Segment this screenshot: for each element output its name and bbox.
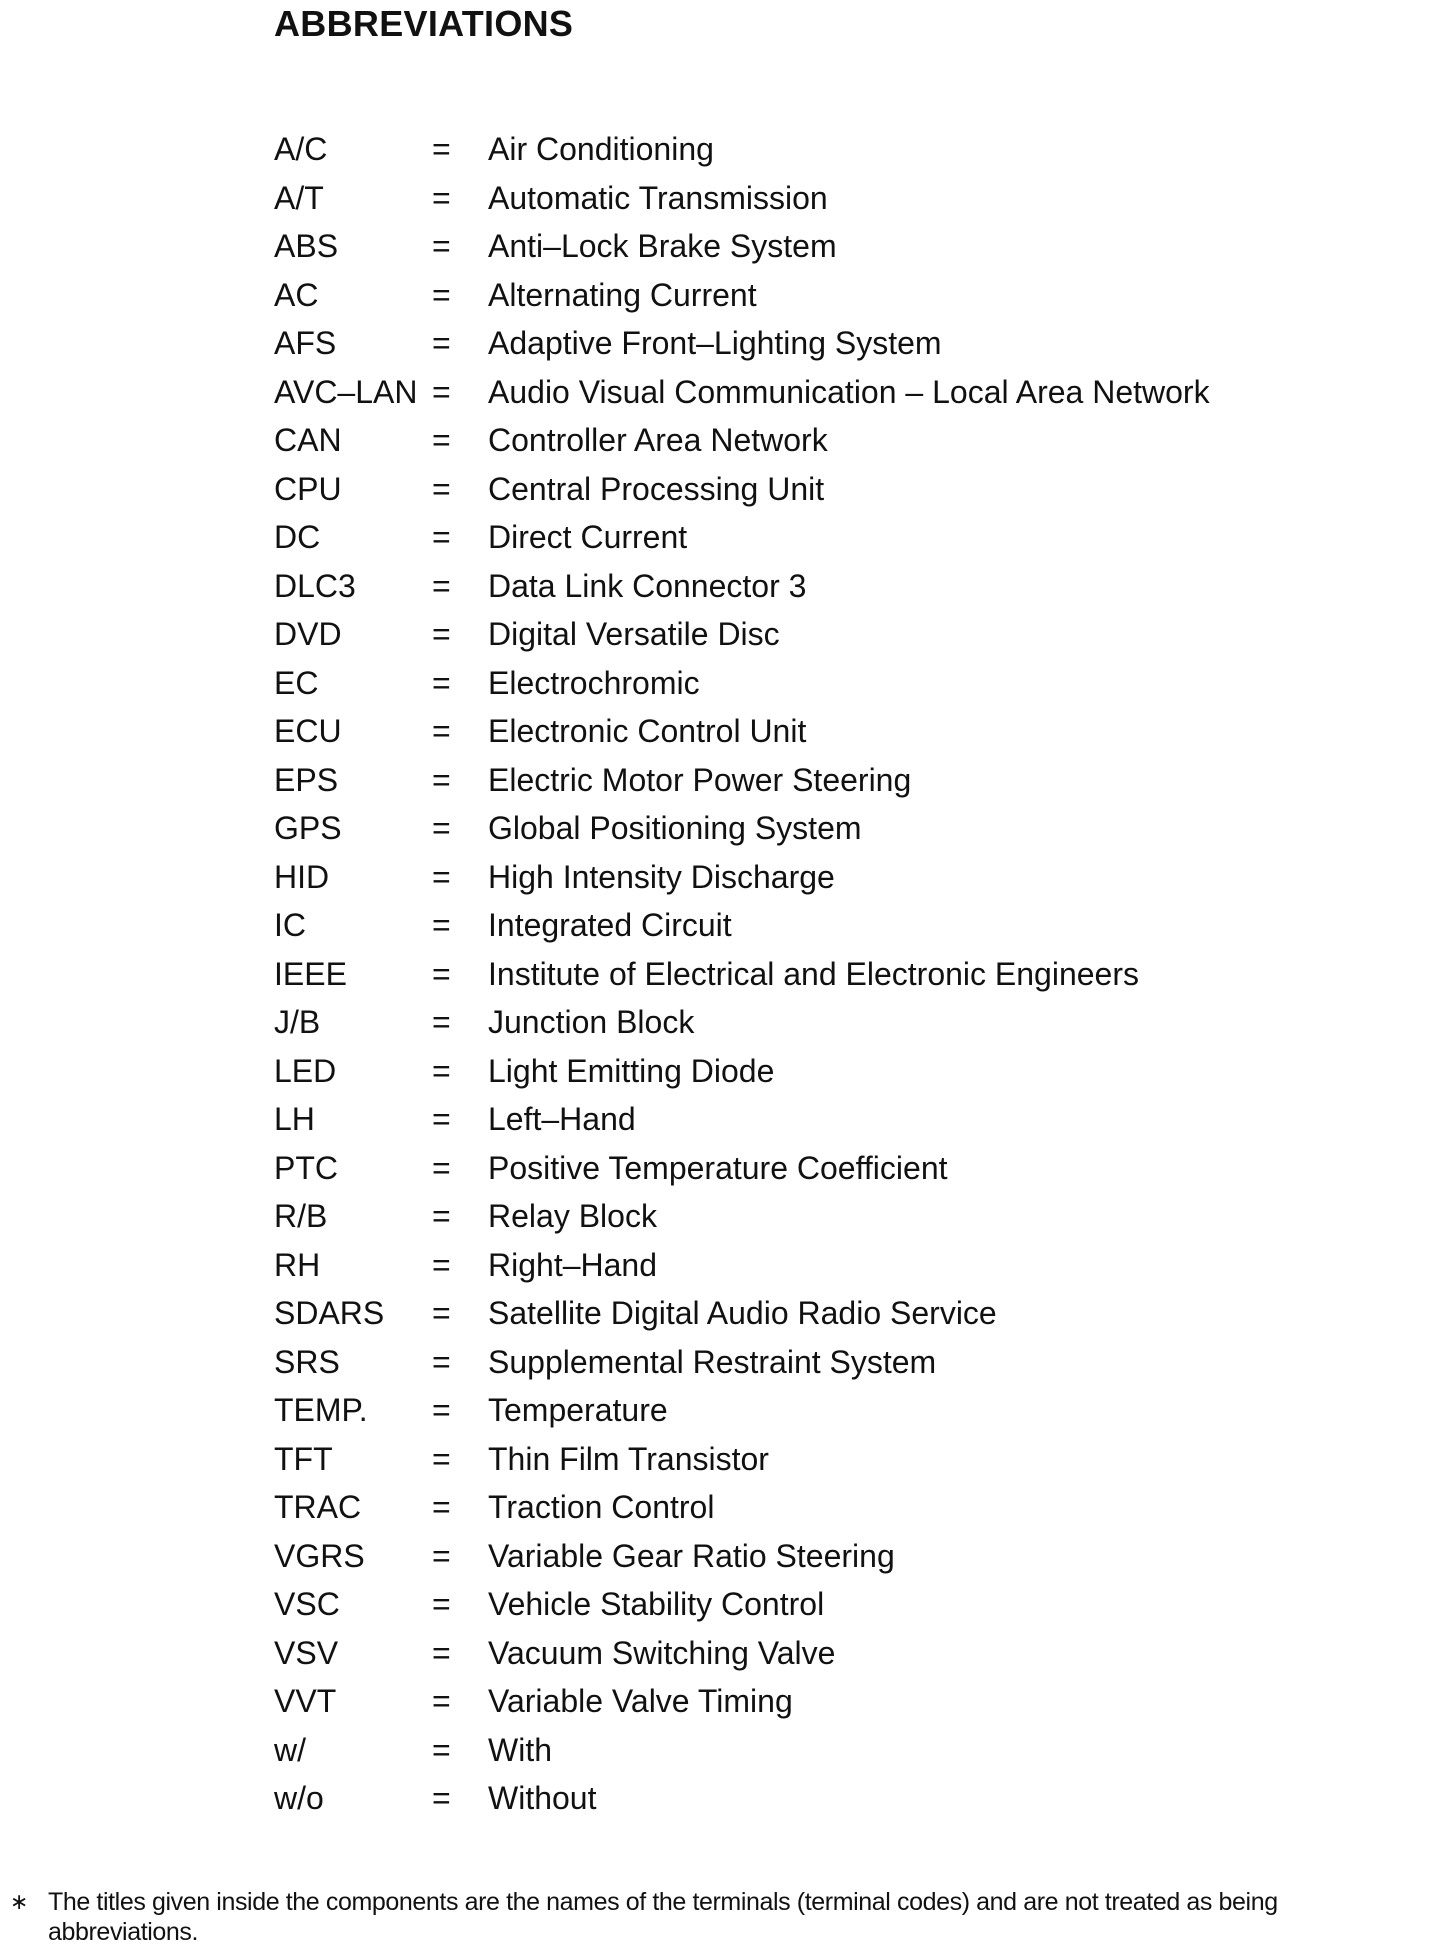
equals-sign: = xyxy=(432,470,451,507)
abbreviation-row xyxy=(274,804,1210,853)
abbreviation-term: IEEE xyxy=(274,955,347,992)
abbreviation-row xyxy=(274,1386,1210,1435)
abbreviation-definition: Left–Hand xyxy=(488,1101,636,1137)
abbreviation-row xyxy=(274,562,1210,611)
abbreviation-term: TRAC xyxy=(274,1489,362,1525)
abbreviation-row xyxy=(274,707,1210,756)
abbreviation-term: EPS xyxy=(274,761,339,798)
abbreviation-term: DLC3 xyxy=(274,567,356,604)
abbreviation-row xyxy=(274,1241,1210,1290)
abbreviation-definition: Traction Control xyxy=(488,1489,715,1525)
abbreviation-row xyxy=(274,1774,1210,1823)
abbreviation-row xyxy=(274,513,1210,562)
abbreviation-row xyxy=(274,222,1210,271)
abbreviation-definition: Relay Block xyxy=(488,1198,657,1234)
abbreviation-term: A/T xyxy=(274,179,324,216)
abbreviation-row xyxy=(274,901,1210,950)
abbreviation-row xyxy=(274,125,1210,174)
abbreviation-term: TEMP. xyxy=(274,1392,368,1428)
abbreviation-term: CPU xyxy=(274,470,342,507)
abbreviation-row xyxy=(274,1289,1210,1338)
abbreviation-definition: Controller Area Network xyxy=(488,422,828,458)
abbreviation-row xyxy=(274,1047,1210,1096)
abbreviation-term: DC xyxy=(274,519,321,555)
equals-sign: = xyxy=(432,1780,451,1816)
abbreviation-definition: Satellite Digital Audio Radio Service xyxy=(488,1295,997,1331)
abbreviation-row xyxy=(274,465,1210,514)
abbreviation-term: HID xyxy=(274,858,330,895)
abbreviation-definition: Anti–Lock Brake System xyxy=(488,228,837,264)
equals-sign: = xyxy=(432,713,451,749)
abbreviation-definition: Automatic Transmission xyxy=(488,179,828,216)
equals-sign: = xyxy=(432,228,451,264)
abbreviation-term: VSV xyxy=(274,1634,339,1671)
abbreviation-row xyxy=(274,950,1210,999)
abbreviation-row xyxy=(274,756,1210,805)
equals-sign: = xyxy=(432,325,451,361)
equals-sign: = xyxy=(432,567,451,604)
abbreviation-term: VSC xyxy=(274,1586,340,1622)
abbreviation-row xyxy=(274,853,1210,902)
abbreviation-row xyxy=(274,416,1210,465)
abbreviation-term: VGRS xyxy=(274,1537,365,1574)
abbreviation-term: SDARS xyxy=(274,1295,385,1331)
equals-sign: = xyxy=(432,1343,451,1380)
abbreviation-definition: With xyxy=(488,1731,552,1768)
abbreviation-term: AC xyxy=(274,276,319,313)
abbreviation-term: GPS xyxy=(274,810,342,846)
abbreviation-term: R/B xyxy=(274,1198,328,1234)
equals-sign: = xyxy=(432,179,451,216)
abbreviation-term: RH xyxy=(274,1246,321,1283)
abbreviation-row xyxy=(274,998,1210,1047)
abbreviation-term: w/o xyxy=(274,1780,324,1816)
equals-sign: = xyxy=(432,1731,451,1768)
footnote xyxy=(8,1887,1428,1947)
abbreviation-term: LED xyxy=(274,1052,337,1089)
abbreviation-term: IC xyxy=(274,907,306,943)
abbreviation-row xyxy=(274,1677,1210,1726)
abbreviation-term: PTC xyxy=(274,1149,338,1186)
abbreviation-term: LH xyxy=(274,1101,315,1137)
equals-sign: = xyxy=(432,373,451,410)
abbreviation-row xyxy=(274,1435,1210,1484)
abbreviation-definition: Central Processing Unit xyxy=(488,470,825,507)
equals-sign: = xyxy=(432,1586,451,1622)
abbreviation-row xyxy=(274,271,1210,320)
abbreviation-row xyxy=(274,319,1210,368)
abbreviation-definition: Institute of Electrical and Electronic Engineers xyxy=(488,955,1139,992)
abbreviation-row xyxy=(274,1338,1210,1387)
equals-sign: = xyxy=(432,519,451,555)
abbreviation-definition: Junction Block xyxy=(488,1004,695,1040)
equals-sign: = xyxy=(432,1295,451,1331)
equals-sign: = xyxy=(432,1246,451,1283)
abbreviation-row xyxy=(274,659,1210,708)
equals-sign: = xyxy=(432,276,451,313)
abbreviation-definition: Integrated Circuit xyxy=(488,907,732,943)
abbreviation-definition: Thin Film Transistor xyxy=(488,1440,769,1477)
abbreviation-term: w/ xyxy=(274,1731,306,1768)
abbreviation-definition: Audio Visual Communication – Local Area Network xyxy=(488,373,1210,410)
abbreviation-term: CAN xyxy=(274,422,342,458)
abbreviation-term: EC xyxy=(274,664,319,701)
abbreviation-definition: Positive Temperature Coefficient xyxy=(488,1149,948,1186)
abbreviation-definition: Right–Hand xyxy=(488,1246,657,1283)
abbreviation-definition: Air Conditioning xyxy=(488,131,714,167)
abbreviation-term: TFT xyxy=(274,1440,333,1477)
abbreviation-definition: Adaptive Front–Lighting System xyxy=(488,325,942,361)
abbreviation-row xyxy=(274,1095,1210,1144)
abbreviation-term: SRS xyxy=(274,1343,340,1380)
abbreviation-definition: Digital Versatile Disc xyxy=(488,616,780,652)
equals-sign: = xyxy=(432,1392,451,1428)
equals-sign: = xyxy=(432,664,451,701)
abbreviation-definition: Vacuum Switching Valve xyxy=(488,1634,836,1671)
abbreviation-definition: Electrochromic xyxy=(488,664,700,701)
equals-sign: = xyxy=(432,422,451,458)
abbreviation-definition: Data Link Connector 3 xyxy=(488,567,807,604)
abbreviation-definition: Variable Valve Timing xyxy=(488,1683,793,1719)
abbreviation-term: AVC–LAN xyxy=(274,373,418,410)
equals-sign: = xyxy=(432,131,451,167)
abbreviation-definition: Vehicle Stability Control xyxy=(488,1586,825,1622)
abbreviation-row xyxy=(274,1629,1210,1678)
equals-sign: = xyxy=(432,955,451,992)
abbreviation-term: A/C xyxy=(274,131,328,167)
abbreviation-definition: Direct Current xyxy=(488,519,688,555)
equals-sign: = xyxy=(432,1489,451,1525)
footnote-text: The titles given inside the components are the names of the terminals (terminal codes) and are not treated as being abbreviations. xyxy=(48,1888,1278,1946)
abbreviation-definition: Light Emitting Diode xyxy=(488,1052,775,1089)
equals-sign: = xyxy=(432,1149,451,1186)
abbreviation-definition: Global Positioning System xyxy=(488,810,862,846)
equals-sign: = xyxy=(432,1198,451,1234)
equals-sign: = xyxy=(432,1052,451,1089)
abbreviation-row xyxy=(274,610,1210,659)
equals-sign: = xyxy=(432,858,451,895)
abbreviation-row xyxy=(274,1192,1210,1241)
abbreviation-definition: Temperature xyxy=(488,1392,668,1428)
abbreviation-definition: Supplemental Restraint System xyxy=(488,1343,937,1380)
abbreviation-term: AFS xyxy=(274,325,337,361)
abbreviation-definition: High Intensity Discharge xyxy=(488,858,835,895)
abbreviation-row xyxy=(274,1580,1210,1629)
equals-sign: = xyxy=(432,1440,451,1477)
abbreviation-term: DVD xyxy=(274,616,342,652)
abbreviation-term: VVT xyxy=(274,1683,337,1719)
equals-sign: = xyxy=(432,1004,451,1040)
abbreviation-term: J/B xyxy=(274,1004,321,1040)
equals-sign: = xyxy=(432,1634,451,1671)
abbreviation-definition: Electronic Control Unit xyxy=(488,713,807,749)
equals-sign: = xyxy=(432,1683,451,1719)
abbreviation-definition: Alternating Current xyxy=(488,276,757,313)
equals-sign: = xyxy=(432,1537,451,1574)
equals-sign: = xyxy=(432,761,451,798)
abbreviation-definition: Electric Motor Power Steering xyxy=(488,761,912,798)
abbreviation-row xyxy=(274,174,1210,223)
abbreviation-term: ABS xyxy=(274,228,339,264)
equals-sign: = xyxy=(432,810,451,846)
abbreviation-definition: Without xyxy=(488,1780,597,1816)
page-title: ABBREVIATIONS xyxy=(274,3,574,44)
abbreviation-definition: Variable Gear Ratio Steering xyxy=(488,1537,895,1574)
abbreviation-row xyxy=(274,1532,1210,1581)
abbreviation-row xyxy=(274,1726,1210,1775)
equals-sign: = xyxy=(432,907,451,943)
abbreviation-list xyxy=(274,125,1210,1823)
abbreviation-term: ECU xyxy=(274,713,342,749)
abbreviation-row xyxy=(274,368,1210,417)
abbreviation-row xyxy=(274,1144,1210,1193)
equals-sign: = xyxy=(432,616,451,652)
footnote-asterisk-icon: ∗ xyxy=(10,1889,29,1914)
equals-sign: = xyxy=(432,1101,451,1137)
abbreviation-row xyxy=(274,1483,1210,1532)
